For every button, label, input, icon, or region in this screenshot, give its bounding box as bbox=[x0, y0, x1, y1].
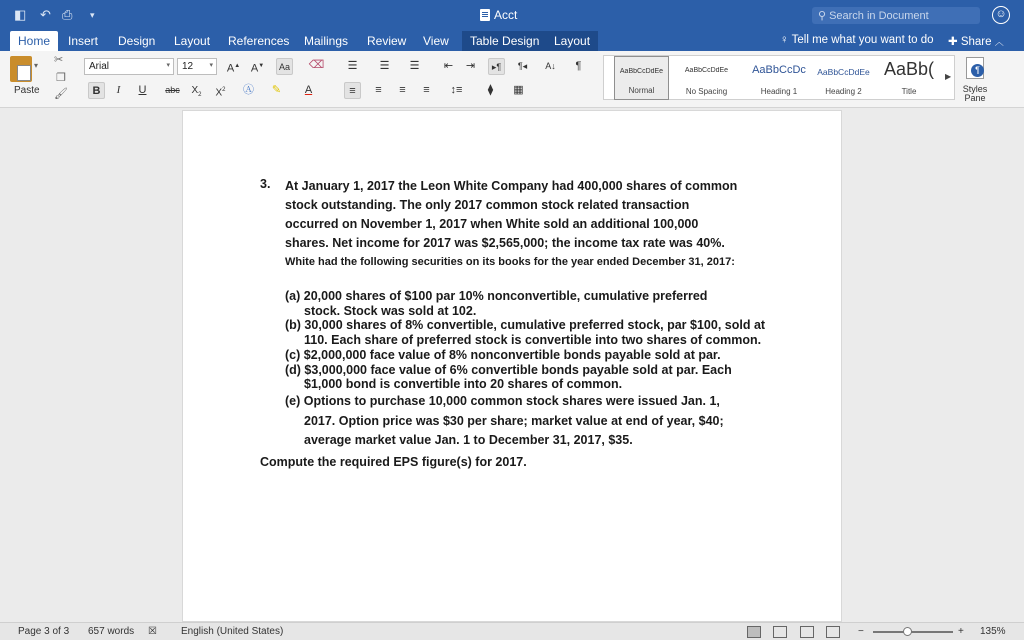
search-icon: ⚲ bbox=[818, 10, 827, 22]
font-name-value: Arial bbox=[89, 61, 110, 72]
styles-gallery bbox=[603, 55, 955, 100]
question-text bbox=[285, 177, 770, 272]
collapse-ribbon-icon[interactable]: ︿ bbox=[994, 37, 1004, 47]
italic-button[interactable]: I bbox=[116, 84, 121, 96]
shading-icon[interactable]: ⧫ bbox=[487, 84, 494, 96]
search-placeholder: Search in Document bbox=[829, 9, 929, 22]
list-item bbox=[285, 348, 770, 363]
list-item bbox=[285, 318, 770, 347]
subscript-button[interactable]: $X_2$ bbox=[191, 85, 202, 98]
word-count[interactable]: 657 words bbox=[88, 626, 135, 637]
cut-icon[interactable]: ✂ bbox=[54, 54, 64, 66]
zoom-slider-knob[interactable] bbox=[903, 627, 912, 636]
style-preview: AaBbCcDdEe bbox=[817, 67, 870, 77]
clear-formatting-icon[interactable]: ⌫ bbox=[308, 59, 325, 71]
lightbulb-icon: ♀ bbox=[780, 34, 792, 46]
style-no-spacing[interactable] bbox=[679, 56, 734, 100]
share-label: Share bbox=[960, 36, 992, 48]
copy-icon[interactable]: ❐ bbox=[56, 72, 66, 84]
zoom-slider[interactable] bbox=[873, 631, 953, 633]
styles-pane-label[interactable]: Styles Pane bbox=[962, 84, 988, 103]
question-line: shares. Net income for 2017 was $2,565,000; the income tax rate was 40%. bbox=[285, 236, 725, 250]
style-heading-2[interactable] bbox=[816, 56, 871, 100]
multilevel-list-icon[interactable]: ☰ bbox=[409, 60, 420, 72]
undo-icon[interactable]: ↶ bbox=[40, 7, 51, 22]
item-line: $1,000 bond is convertible into 20 shares of common. bbox=[304, 377, 623, 392]
font-size-select[interactable] bbox=[177, 58, 217, 75]
item-line: (c) $2,000,000 face value of 8% nonconvertible bonds payable sold at par. bbox=[285, 347, 721, 362]
question-line: White had the following securities on its books for the year ended December 31, 2017: bbox=[285, 256, 735, 268]
style-title[interactable] bbox=[878, 56, 940, 100]
item-line: (d) $3,000,000 face value of 6% convertible bonds payable sold at par. Each bbox=[285, 362, 732, 377]
item-line: (a) 20,000 shares of $100 par 10% nonconvertible, cumulative preferred bbox=[285, 289, 708, 303]
align-right-button[interactable]: ≡ bbox=[399, 84, 406, 96]
rtl-text-icon[interactable]: ¶◂ bbox=[517, 61, 528, 71]
list-item bbox=[285, 363, 770, 392]
bold-button[interactable]: B bbox=[88, 82, 105, 99]
tell-me-text: Tell me what you want to do bbox=[791, 34, 934, 46]
tab-review[interactable]: Review bbox=[367, 34, 407, 48]
window-title-text: Acct bbox=[494, 8, 518, 22]
chevron-right-icon[interactable]: ▶ bbox=[945, 72, 952, 81]
sort-icon[interactable]: A↓ bbox=[545, 61, 556, 71]
print-layout-view-icon[interactable] bbox=[747, 626, 761, 638]
style-name: Normal bbox=[628, 86, 655, 95]
ribbon-tabs bbox=[0, 31, 1024, 51]
tab-table-layout[interactable]: Layout bbox=[546, 31, 598, 51]
item-line: (b) 30,000 shares of 8% convertible, cumulative preferred stock, par $100, sold at bbox=[285, 318, 766, 333]
item-line: 110. Each share of preferred stock is convertible into two shares of common. bbox=[304, 333, 762, 348]
line-spacing-icon[interactable]: ↕≡ bbox=[450, 84, 463, 96]
tab-home[interactable]: Home bbox=[10, 31, 58, 51]
style-name: No Spacing bbox=[685, 87, 728, 96]
align-left-button[interactable]: ≡ bbox=[344, 82, 361, 99]
format-painter-icon[interactable]: 🖌 bbox=[54, 88, 68, 100]
style-preview: AaBb( bbox=[883, 59, 935, 79]
tab-insert[interactable]: Insert bbox=[68, 34, 99, 48]
style-name: Heading 2 bbox=[825, 87, 862, 96]
borders-icon[interactable]: ▦ bbox=[513, 84, 524, 96]
tab-layout[interactable]: Layout bbox=[174, 34, 211, 48]
search-input[interactable] bbox=[812, 7, 980, 24]
shrink-font-icon[interactable]: A▼ bbox=[250, 62, 265, 75]
ltr-text-icon[interactable]: ▸¶ bbox=[488, 58, 505, 75]
paste-dropdown-icon[interactable]: ▾ bbox=[34, 61, 39, 70]
increase-indent-icon[interactable]: ⇥ bbox=[465, 60, 476, 72]
styles-pane-icon[interactable] bbox=[966, 57, 984, 79]
decrease-indent-icon[interactable]: ⇤ bbox=[443, 60, 454, 72]
style-name: Title bbox=[901, 87, 917, 96]
document-page[interactable] bbox=[182, 110, 842, 622]
style-preview: AaBbCcDdEe bbox=[619, 68, 664, 75]
tell-me-box[interactable] bbox=[780, 34, 934, 46]
tab-view[interactable]: View bbox=[423, 34, 449, 48]
tab-design[interactable]: Design bbox=[118, 34, 156, 48]
title-bar bbox=[0, 0, 1024, 31]
ribbon bbox=[0, 51, 1024, 108]
web-layout-view-icon[interactable] bbox=[773, 626, 787, 638]
feedback-smiley-icon[interactable]: ☺ bbox=[992, 6, 1010, 24]
question-line: occurred on November 1, 2017 when White sold an additional 100,000 bbox=[285, 217, 699, 231]
font-size-value: 12 bbox=[182, 61, 194, 72]
font-color-icon[interactable]: A bbox=[304, 84, 313, 96]
underline-button[interactable]: U bbox=[138, 84, 147, 96]
change-case-icon[interactable]: Aa bbox=[276, 58, 293, 75]
question-line: At January 1, 2017 the Leon White Company had 400,000 shares of common bbox=[285, 179, 738, 193]
strikethrough-button[interactable]: abc bbox=[165, 85, 180, 95]
zoom-level[interactable]: 135% bbox=[980, 626, 1006, 637]
proofing-icon[interactable]: ☒ bbox=[148, 626, 157, 637]
tab-mailings[interactable]: Mailings bbox=[304, 34, 349, 48]
list-item bbox=[285, 289, 770, 318]
font-name-select[interactable] bbox=[84, 58, 174, 75]
align-center-button[interactable]: ≡ bbox=[375, 84, 382, 96]
item-line: (e) Options to purchase 10,000 common stock shares were issued Jan. 1, bbox=[285, 393, 720, 408]
highlight-color-icon[interactable]: ✎ bbox=[271, 84, 282, 96]
style-preview: AaBbCcDc bbox=[752, 64, 806, 76]
text-effects-icon[interactable]: Ⓐ bbox=[243, 84, 254, 96]
question-number: 3. bbox=[260, 177, 271, 191]
show-formatting-icon[interactable]: ¶ bbox=[575, 60, 582, 72]
paste-icon[interactable] bbox=[10, 56, 32, 82]
style-name: Heading 1 bbox=[760, 87, 798, 96]
add-person-icon: ✚ bbox=[948, 36, 961, 48]
compute-instruction: Compute the required EPS figure(s) for 2017. bbox=[260, 455, 527, 470]
style-preview: AaBbCcDdEe bbox=[684, 67, 729, 74]
item-line: 2017. Option price was $30 per share; market value at end of year, $40; bbox=[304, 413, 724, 428]
draft-view-icon[interactable] bbox=[826, 626, 840, 638]
customize-toolbar-icon[interactable]: ▾ bbox=[90, 10, 95, 20]
item-line: average market value Jan. 1 to December 31, 2017, $35. bbox=[304, 433, 633, 448]
share-button[interactable] bbox=[948, 34, 1004, 48]
document-body bbox=[260, 177, 770, 471]
question-line: stock outstanding. The only 2017 common stock related transaction bbox=[285, 198, 690, 212]
securities-list bbox=[285, 289, 770, 451]
zoom-in-icon[interactable]: + bbox=[958, 626, 964, 637]
bullets-icon[interactable]: ☰ bbox=[347, 60, 358, 72]
list-item bbox=[285, 392, 770, 451]
grow-font-icon[interactable]: A▲ bbox=[226, 62, 241, 75]
document-icon bbox=[480, 9, 490, 21]
language-status[interactable]: English (United States) bbox=[181, 626, 284, 637]
print-icon[interactable]: ⎙ bbox=[62, 7, 73, 22]
item-line: stock. Stock was sold at 102. bbox=[304, 303, 477, 318]
tab-table-design[interactable]: Table Design bbox=[462, 31, 547, 51]
tab-references[interactable]: References bbox=[228, 34, 290, 48]
zoom-out-icon[interactable]: − bbox=[858, 626, 864, 637]
style-normal[interactable] bbox=[614, 56, 669, 100]
status-bar bbox=[0, 622, 1024, 640]
window-title bbox=[480, 8, 517, 22]
numbering-icon[interactable]: ☰ bbox=[379, 60, 390, 72]
outline-view-icon[interactable] bbox=[800, 626, 814, 638]
chevron-down-icon: ▾ bbox=[166, 62, 170, 69]
superscript-button[interactable]: $X^2$ bbox=[215, 87, 226, 99]
page-count[interactable]: Page 3 of 3 bbox=[18, 626, 70, 637]
style-heading-1[interactable] bbox=[746, 56, 812, 100]
paste-label: Paste bbox=[14, 85, 40, 96]
sidebar-toggle-icon[interactable]: ◧ bbox=[14, 7, 27, 22]
chevron-down-icon: ▾ bbox=[209, 62, 213, 69]
justify-button[interactable]: ≡ bbox=[423, 84, 430, 96]
